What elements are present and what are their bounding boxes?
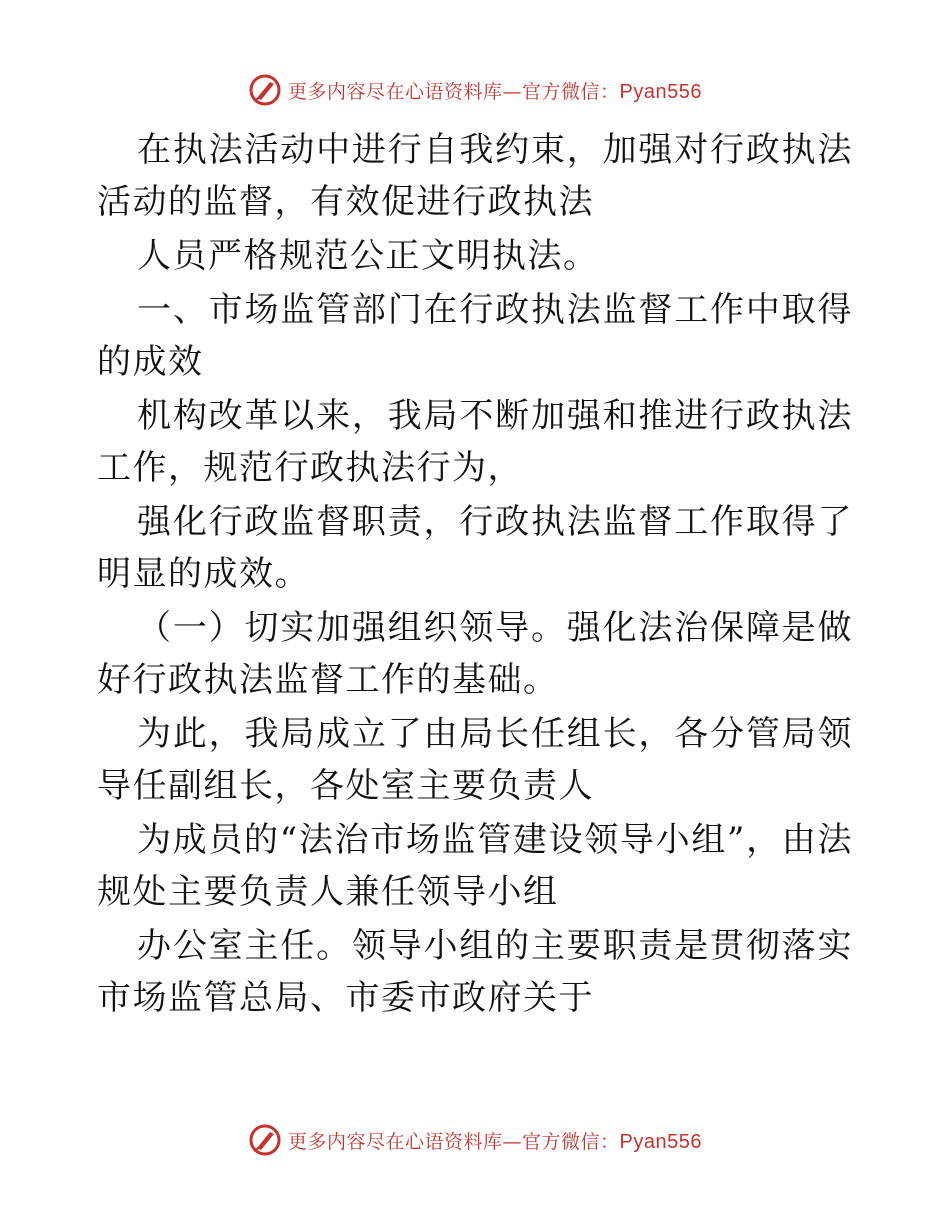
- paragraph: 机构改革以来，我局不断加强和推进行政执法工作，规范行政执法行为，: [97, 396, 853, 488]
- watermark-prefix: 更多内容尽在心语资料库—官方微信：: [288, 80, 620, 103]
- watermark-text: [288, 1127, 702, 1154]
- section-heading: 一、市场监管部门在行政执法监督工作中取得的成效: [97, 290, 853, 382]
- paragraph: 在执法活动中进行自我约束，加强对行政执法活动的监督，有效促进行政执法: [97, 130, 853, 222]
- paragraph: 办公室主任。领导小组的主要职责是贯彻落实市场监管总局、市委市政府关于: [97, 926, 853, 1018]
- watermark-handle: Pyan556: [619, 1130, 702, 1153]
- paragraph: 为成员的“法治市场监管建设领导小组”，由法规处主要负责人兼任领导小组: [97, 820, 853, 912]
- header-watermark: [0, 70, 950, 110]
- quill-logo-icon: [248, 73, 282, 107]
- paragraph: 强化行政监督职责，行政执法监督工作取得了明显的成效。: [97, 502, 853, 594]
- watermark-handle: Pyan556: [619, 80, 702, 103]
- paragraph: 为此，我局成立了由局长任组长，各分管局领导任副组长，各处室主要负责人: [97, 714, 853, 806]
- footer-watermark: [0, 1120, 950, 1160]
- paragraph: 人员严格规范公正文明执法。: [137, 236, 599, 276]
- subsection-paragraph: （一）切实加强组织领导。强化法治保障是做好行政执法监督工作的基础。: [97, 608, 853, 700]
- quill-logo-icon: [248, 1123, 282, 1157]
- document-body: [97, 124, 853, 1026]
- watermark-text: [288, 77, 702, 104]
- watermark-prefix: 更多内容尽在心语资料库—官方微信：: [288, 1130, 620, 1153]
